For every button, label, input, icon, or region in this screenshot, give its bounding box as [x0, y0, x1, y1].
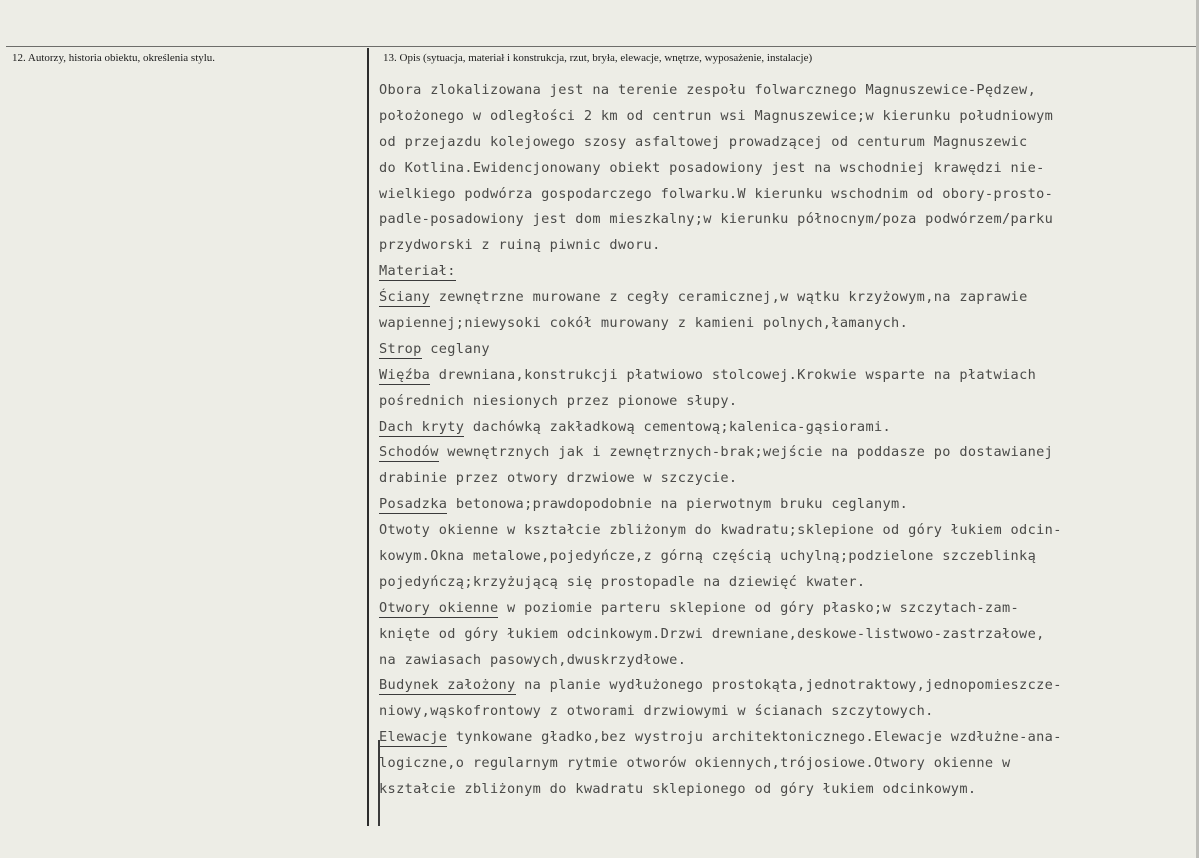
text-line [379, 337, 1194, 363]
line-text: pośrednich niesionych przez pionowe słupy. [379, 392, 738, 409]
description-text [379, 78, 1194, 803]
text-line [379, 440, 1194, 466]
underlined-term: Dach kryty [379, 418, 465, 435]
line-text: w poziomie parteru sklepione od góry płasko;w szczytach-zam- [498, 599, 1020, 616]
line-text: przydworski z ruiną piwnic dworu. [379, 237, 661, 254]
line-text: na planie wydłużonego prostokąta,jednotraktowy,jednopomieszcze- [515, 677, 1062, 694]
text-line [379, 363, 1194, 389]
line-text: zewnętrzne murowane z cegły ceramicznej,w wątku krzyżowym,na zaprawie [430, 289, 1028, 306]
underlined-term: Więźba [379, 366, 431, 383]
header-rule [6, 46, 1197, 47]
text-line [379, 207, 1194, 233]
line-text: od przejazdu kolejowego szosy asfaltowej prowadzącej od centurum Magnuszewic [379, 133, 1028, 150]
line-text: położonego w odległości 2 km od centrun wsi Magnuszewice;w kierunku południowym [379, 107, 1054, 124]
text-line [379, 570, 1194, 596]
line-text: wapiennej;niewysoki cokół murowany z kamieni polnych,łamanych. [379, 315, 909, 332]
underlined-term: Materiał: [379, 263, 456, 280]
text-line [379, 182, 1194, 208]
line-text: betonowa;prawdopodobnie na pierwotnym bruku ceglanym. [447, 496, 909, 513]
text-line [379, 389, 1194, 415]
text-line [379, 311, 1194, 337]
text-line [379, 78, 1194, 104]
line-text: wewnętrznych jak i zewnętrznych-brak;wejście na poddasze po dostawianej [438, 444, 1054, 461]
line-text: Otwoty okienne w kształcie zbliżonym do kwadratu;sklepione od góry łukiem odcin- [379, 522, 1062, 539]
line-text: wielkiego podwórza gospodarczego folwarku.W kierunku wschodnim od obory-prosto- [379, 185, 1054, 202]
text-line [379, 673, 1194, 699]
text-line [379, 466, 1194, 492]
line-text: niowy,wąskofrontowy z otworami drzwiowymi w ścianach szczytowych. [379, 703, 934, 720]
text-line [379, 648, 1194, 674]
text-line [379, 259, 1194, 285]
line-text: pojedyńczą;krzyżującą się prostopadle na dziewięć kwater. [379, 573, 866, 590]
column-divider [367, 48, 369, 826]
text-line [379, 285, 1194, 311]
text-line [379, 751, 1194, 777]
underlined-term: Schodów [379, 444, 439, 461]
line-text: logiczne,o regularnym rytmie otworów okiennych,trójosiowe.Otwory okienne w [379, 755, 1011, 772]
text-line [379, 699, 1194, 725]
line-text: padle-posadowiony jest dom mieszkalny;w kierunku północnym/poza podwórzem/parku [379, 211, 1054, 228]
line-text: knięte od góry łukiem odcinkowym.Drzwi drewniane,deskowe-listwowo-zastrzałowe, [379, 625, 1045, 642]
underlined-term: Ściany [379, 289, 431, 306]
text-line [379, 233, 1194, 259]
text-line [379, 596, 1194, 622]
line-text: dachówką zakładkową cementową;kalenica-gąsiorami. [464, 418, 892, 435]
text-line [379, 492, 1194, 518]
text-line [379, 415, 1194, 441]
line-text: na zawiasach pasowych,dwuskrzydłowe. [379, 651, 687, 668]
line-text: tynkowane gładko,bez wystroju architektonicznego.Elewacje wzdłużne-ana- [447, 729, 1062, 746]
underlined-term: Otwory okienne [379, 599, 499, 616]
line-text: drewniana,konstrukcji płatwiowo stolcowej.Krokwie wsparte na płatwiach [430, 366, 1037, 383]
section-12-heading: 12. Autorzy, historia obiektu, określenia stylu. [12, 52, 216, 64]
underlined-term: Elewacje [379, 729, 448, 746]
text-line [379, 518, 1194, 544]
text-line [379, 544, 1194, 570]
section-13-heading: 13. Opis (sytuacja, materiał i konstrukcja, rzut, bryła, elewacje, wnętrze, wyposażenie, instalacje) [383, 52, 813, 64]
text-line [379, 104, 1194, 130]
underlined-term: Budynek założony [379, 677, 516, 694]
line-text: do Kotlina.Ewidencjonowany obiekt posadowiony jest na wschodniej krawędzi nie- [379, 159, 1045, 176]
text-line [379, 725, 1194, 751]
text-line [379, 777, 1194, 803]
text-line [379, 622, 1194, 648]
underlined-term: Strop [379, 340, 422, 357]
line-text: Obora zlokalizowana jest na terenie zespołu folwarcznego Magnuszewice-Pędzew, [379, 82, 1037, 98]
line-text: ceglany [421, 340, 490, 357]
text-line [379, 156, 1194, 182]
line-text: kształcie zbliżonym do kwadratu sklepionego od góry łukiem odcinkowym. [379, 781, 977, 798]
line-text: kowym.Okna metalowe,pojedyńcze,z górną częścią uchylną;podzielone szczeblinką [379, 548, 1037, 565]
text-line [379, 130, 1194, 156]
line-text: drabinie przez otwory drzwiowe w szczycie. [379, 470, 738, 487]
underlined-term: Posadzka [379, 496, 448, 513]
